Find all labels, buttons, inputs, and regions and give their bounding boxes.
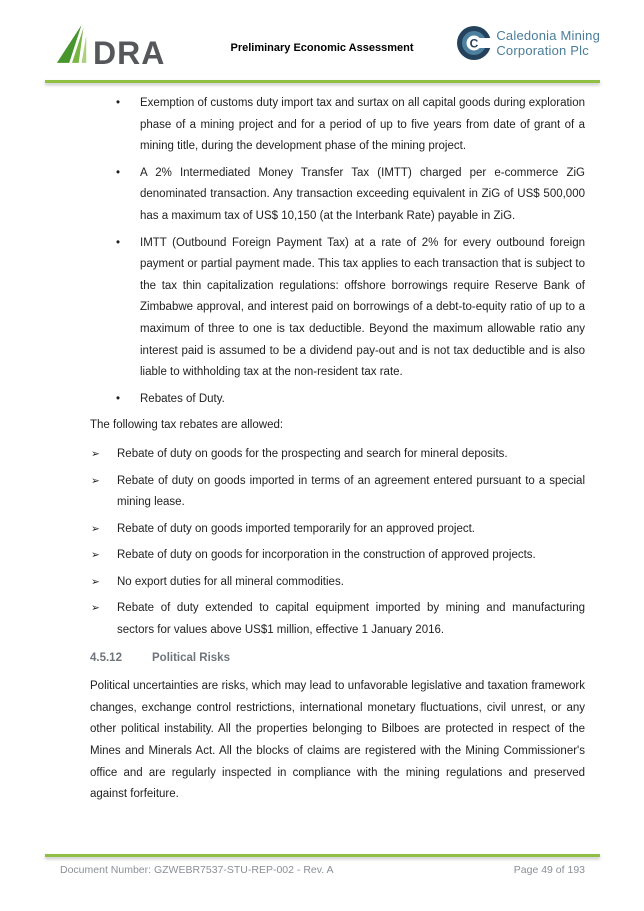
header-divider [45,80,600,83]
page-footer [45,854,600,876]
list-item-text: Rebate of duty on goods imported in terms of an agreement entered pursuant to a special mining lease. [117,474,585,509]
political-risks-paragraph: Political uncertainties are risks, which may lead to unfavorable legislative and taxation framework changes, exchange control restrictions, international monetary fluctuations, civil unrest, or any other political instability. All the properties belonging to Bilboes are protected in respect of the Mines and Minerals Act. All the blocks of claims are registered with the Mining Commissioner's office and are regularly inspected in compliance with the mining regulations and preserved against forfeiture. [90,680,585,801]
section-number: 4.5.12 [90,651,122,664]
list-item [90,572,585,594]
page-body [90,93,585,806]
list-item-text: IMTT (Outbound Foreign Payment Tax) at a rate of 2% for every outbound foreign payment or partial payment made. This tax applies to each transaction that is subject to the tax thin capitalization regulations: offshore borrowings require Reserve Bank of Zimbabwe approval, and interest paid on borrowings of a debt-to-equity ratio of up to a maximum of three to one is tax deductible. Beyond the maximum allowable ratio any interest paid is assumed to be a dividend pay-out and is not tax deductible and is also liable to withholding tax at the non-resident tax rate. [140,236,585,379]
rebates-intro-text: The following tax rebates are allowed: [90,419,284,432]
bullet-icon: • [116,166,121,179]
arrow-bullet-icon: ➢ [91,474,100,487]
page-header [0,0,644,80]
list-item [90,444,585,466]
document-number: Document Number: GZWEBR7537-STU-REP-002 - Rev. A [60,864,334,876]
arrow-bullet-icon: ➢ [91,602,100,615]
arrow-bullet-icon: ➢ [91,549,100,562]
list-item-text: Rebate of duty on goods for incorporation in the construction of approved projects. [117,549,536,562]
list-item-text: Exemption of customs duty import tax and surtax on all capital goods during exploration phase of a mining project and for a period of up to five years from date of grant of a mining title, during the development phase of the mining project. [140,97,585,153]
list-item-text: Rebate of duty on goods imported temporarily for an approved project. [117,522,475,535]
section-title: Political Risks [152,651,230,664]
arrow-bullet-icon: ➢ [91,522,100,535]
list-item-text: Rebate of duty on goods for the prospecting and search for mineral deposits. [117,447,508,460]
list-item [90,93,585,158]
caledonia-logo [456,25,600,61]
list-item [90,389,585,411]
bullet-icon: • [116,236,121,249]
page-number: Page 49 of 193 [513,864,585,876]
dra-logo [55,20,166,71]
dra-sail-icon [55,20,91,66]
list-item [90,233,585,384]
list-item [90,471,585,514]
header-title: Preliminary Economic Assessment [230,42,414,54]
footer-divider [45,854,600,857]
list-item-text: No export duties for all mineral commodities. [117,575,344,588]
dra-logo-text: DRA [93,34,166,71]
tax-bullet-list [90,93,585,410]
list-item [90,545,585,567]
bullet-icon: • [116,97,121,109]
rebates-arrow-list [90,444,585,642]
arrow-bullet-icon: ➢ [91,447,100,460]
list-item-text: Rebate of duty extended to capital equipment imported by mining and manufacturing sectors for values above US$1 million, effective 1 January 2016. [117,602,585,637]
caledonia-logo-icon [456,25,492,61]
list-item [90,519,585,541]
list-item-text: Rebates of Duty. [140,392,225,405]
svg-text:C: C [470,36,479,51]
bullet-icon: • [116,392,121,405]
list-item-text: A 2% Intermediated Money Transfer Tax (IMTT) charged per e-commerce ZiG denominated transaction. Any transaction exceeding equivalent in ZiG of US$ 500,000 has a maximum tax of US$ 10,150 (at the Interbank Rate) payable in ZiG. [140,166,585,222]
caledonia-logo-text [496,28,600,58]
caledonia-line1: Caledonia Mining [496,28,600,43]
list-item [90,163,585,228]
list-item [90,598,585,641]
arrow-bullet-icon: ➢ [91,575,100,588]
section-heading [90,648,585,670]
caledonia-line2: Corporation Plc [496,43,589,58]
